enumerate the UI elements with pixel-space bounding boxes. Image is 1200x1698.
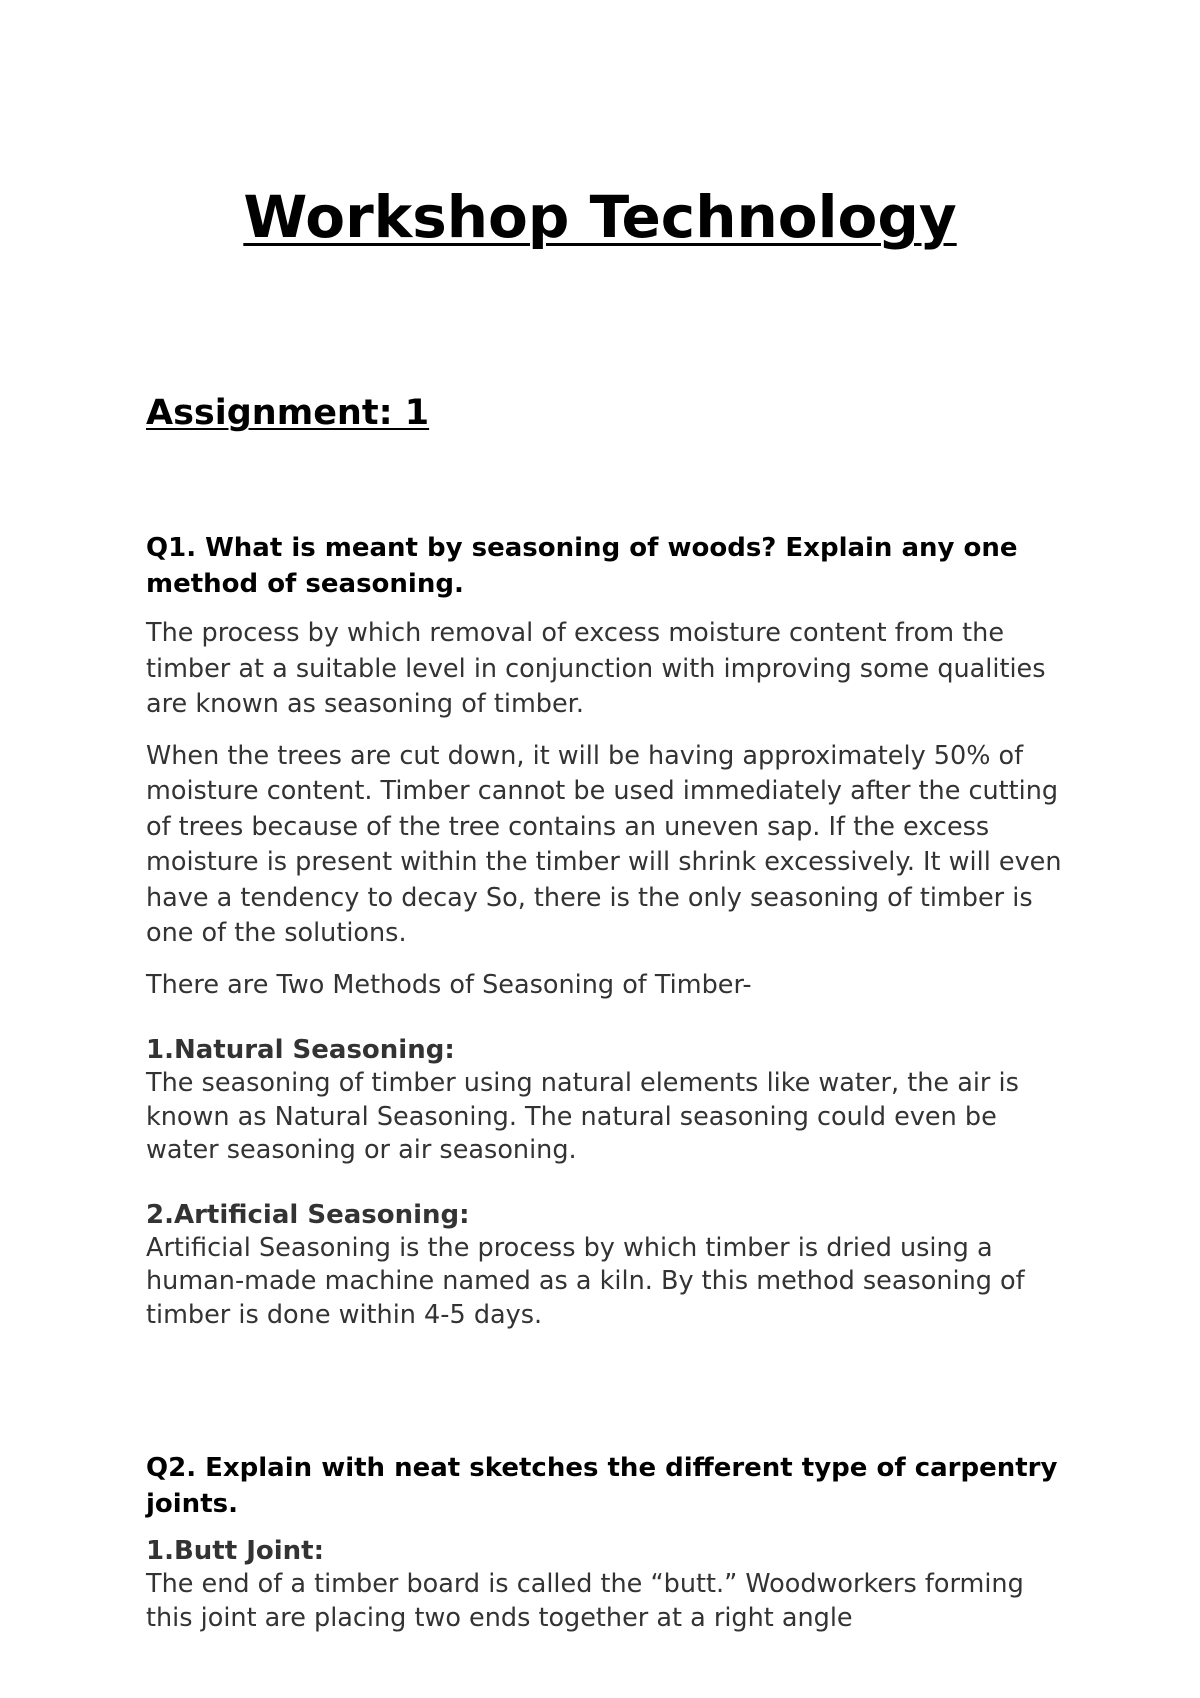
question-1-text: Q1. What is meant by seasoning of woods? Explain any one method of seasoning.: [146, 533, 1018, 599]
method-artificial-body: Artificial Seasoning is the process by which timber is dried using a human-made machine named as a kiln. By this method seasoning of timber is done within 4-5 days.: [146, 1232, 1025, 1330]
document-title: Workshop Technology: [243, 183, 957, 251]
q1-paragraph-definition: The process by which removal of excess moisture content from the timber at a suitable level in conjunction with improving some qualities are known as seasoning of timber.: [146, 618, 1046, 719]
method-natural-body: The seasoning of timber using natural elements like water, the air is known as Natural Seasoning. The natural seasoning could even be water seasoning or air seasoning.: [146, 1068, 1019, 1165]
assignment-heading: Assignment: 1: [146, 393, 430, 433]
q1-paragraph-methods-intro: There are Two Methods of Seasoning of Timber-: [146, 969, 752, 1000]
joint-butt-heading: 1.Butt Joint:: [146, 1536, 324, 1566]
method-artificial-heading: 2.Artificial Seasoning:: [146, 1199, 470, 1230]
question-1-section: [146, 530, 1066, 1332]
q1-paragraph-moisture: When the trees are cut down, it will be having approximately 50% of moisture content. Timber cannot be used immediately after the cutting of trees because of the tree contains an uneven sap. If the excess moisture is present within the timber will shrink excessively. It will even have a tendency to decay So, there is the only seasoning of timber is one of the solutions.: [146, 740, 1062, 948]
question-2-text: Q2. Explain with neat sketches the different type of carpentry joints.: [146, 1453, 1058, 1519]
joint-butt-body: The end of a timber board is called the “butt.” Woodworkers forming this joint are placing two ends together at a right angle: [146, 1569, 1024, 1633]
document-body: [146, 392, 1066, 1665]
method-natural-heading: 1.Natural Seasoning:: [146, 1035, 455, 1065]
question-2-section: [146, 1450, 1066, 1635]
